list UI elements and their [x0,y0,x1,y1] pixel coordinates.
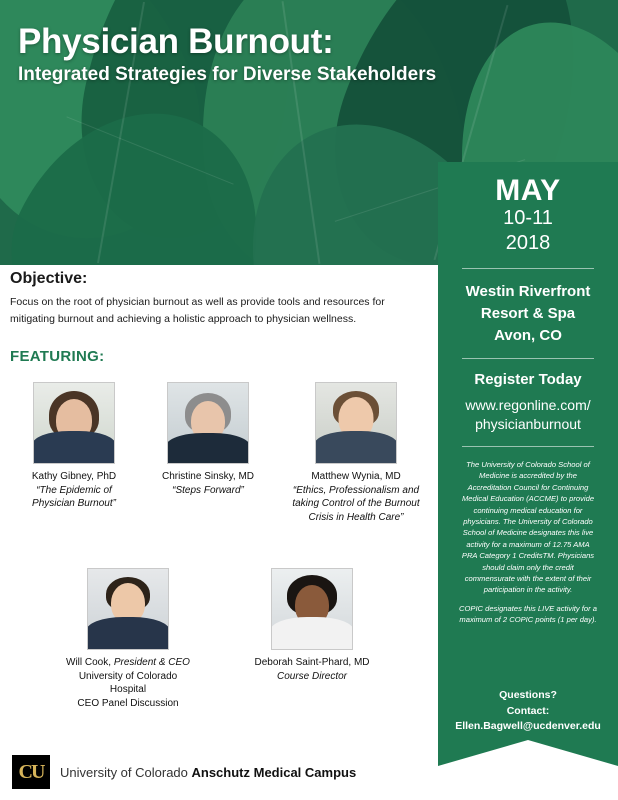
event-month: MAY [495,174,561,207]
event-info-panel [438,162,618,740]
registration-link[interactable] [448,396,608,434]
speaker-card [232,568,392,710]
venue-line-3: Avon, CO [494,326,562,344]
speaker-card [8,382,140,524]
speaker-session: CEO Panel Discussion [77,697,179,709]
speaker-name: Kathy Gibney, PhD [31,471,117,482]
speaker-card [276,382,436,524]
speaker-topic-line-1: “The Epidemic of [36,484,112,496]
panel-divider [462,268,594,269]
venue-line-2: Resort & Spa [480,304,576,322]
objective-text: Focus on the root of physician burnout as well as provide tools and resources for mitigating burnout and achieving a holistic approach to physician wellness. [10,296,385,326]
speaker-topic-line-1: “Steps Forward” [172,484,244,496]
speaker-role: Course Director [276,670,348,682]
speaker-name: Deborah Saint-Phard, MD [254,657,370,668]
avatar [167,382,249,464]
avatar [271,568,353,650]
speaker-card [142,382,274,524]
speaker-name-text: Will Cook, [66,657,114,668]
speaker-name: Matthew Wynia, MD [311,471,401,482]
event-year: 2018 [505,232,551,254]
footer-campus: Anschutz Medical Campus [191,764,357,780]
accreditation-text-1: The University of Colorado School of Medicine is accredited by the Accreditation Council for Continuing Medical Education (ACCME) to provide continuing medical education for physicians. The University of Colorado School of Medicine designates this live activity for a maximum of 12.75 AMA PRA Category 1 CreditsTM. Physicians should claim only the credit commensurate with the extent of their participation in the activity. [461,460,595,595]
footer [0,744,438,800]
speaker-topic-line-1: “Ethics, Professionalism and [292,484,420,496]
contact-label: Contact: [506,704,550,717]
speaker-affiliation: University of Colorado Hospital [78,670,178,695]
objective-heading: Objective: [10,270,88,287]
avatar [33,382,115,464]
avatar [87,568,169,650]
accreditation-text-2: COPIC designates this LIVE activity for a maximum of 2 COPIC points (1 per day). [458,603,597,625]
event-days: 10-11 [503,207,553,229]
questions-label: Questions? [499,689,557,702]
speaker-title-text: President & CEO [113,657,190,668]
panel-divider [462,358,594,359]
speaker-topic-line-2: Physician Burnout” [32,498,116,509]
speaker-topic-line-3: Crisis in Health Care” [308,511,404,523]
panel-divider [462,446,594,447]
poster-subtitle: Integrated Strategies for Diverse Stakeholders [18,64,437,85]
registration-url-line-2: physicianburnout [475,416,581,433]
register-heading: Register Today [474,371,582,389]
speakers-row-bottom [62,568,392,710]
accreditation-block [448,459,608,625]
speaker-topic-line-2: taking Control of the Burnout [292,498,420,509]
speaker-card [62,568,194,710]
contact-block [438,688,618,734]
footer-institution [60,765,356,780]
contact-email[interactable]: Ellen.Bagwell@ucdenver.edu [455,719,601,732]
speakers-row-top [8,382,436,524]
speaker-name [62,656,194,670]
footer-university: University of Colorado [60,764,192,780]
speaker-name: Christine Sinsky, MD [161,471,255,482]
avatar [315,382,397,464]
cu-logo-icon: CU [12,755,50,789]
venue-line-1: Westin Riverfront [465,283,591,300]
registration-url-line-1: www.regonline.com/ [465,397,591,414]
poster-title: Physician Burnout: [18,22,334,61]
featuring-heading: FEATURING: [10,348,105,365]
